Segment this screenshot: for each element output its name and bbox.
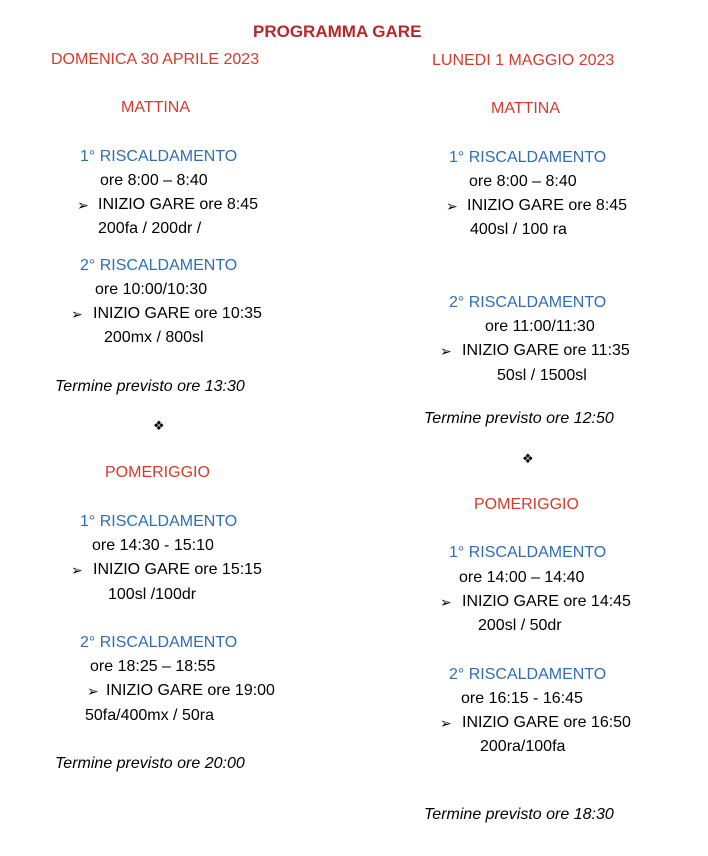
left-day-heading: DOMENICA 30 APRILE 2023 <box>51 51 260 68</box>
left-morning-warmup1-start: INIZIO GARE ore 8:45 <box>98 196 259 213</box>
arrow-bullet-icon: ➢ <box>440 594 452 610</box>
right-morning-heading: MATTINA <box>491 100 561 117</box>
left-morning-end: Termine previsto ore 13:30 <box>55 378 245 395</box>
left-morning-warmup1-time: ore 8:00 – 8:40 <box>100 172 208 189</box>
arrow-bullet-icon: ➢ <box>87 683 99 699</box>
arrow-bullet-icon: ➢ <box>440 343 452 359</box>
left-afternoon-end: Termine previsto ore 20:00 <box>55 755 245 772</box>
left-morning-warmup2-label: 2° RISCALDAMENTO <box>80 257 238 274</box>
right-morning-warmup1-events: 400sl / 100 ra <box>470 221 567 238</box>
right-morning-warmup1-start: INIZIO GARE ore 8:45 <box>467 197 628 214</box>
right-morning-warmup2-time: ore 11:00/11:30 <box>485 318 595 335</box>
left-morning-warmup1-events: 200fa / 200dr / <box>98 220 202 237</box>
left-afternoon-warmup1-events: 100sl /100dr <box>108 586 197 603</box>
right-morning-warmup1-label: 1° RISCALDAMENTO <box>449 149 607 166</box>
arrow-bullet-icon: ➢ <box>71 562 83 578</box>
left-afternoon-warmup2-start: INIZIO GARE ore 19:00 <box>106 682 275 699</box>
arrow-bullet-icon: ➢ <box>440 715 452 731</box>
left-morning-warmup1-label: 1° RISCALDAMENTO <box>80 148 238 165</box>
left-afternoon-warmup1-label: 1° RISCALDAMENTO <box>80 513 238 530</box>
right-afternoon-warmup2-events: 200ra/100fa <box>480 738 566 755</box>
right-afternoon-heading: POMERIGGIO <box>474 496 579 513</box>
page-title: PROGRAMMA GARE <box>253 22 422 41</box>
left-afternoon-warmup2-events: 50fa/400mx / 50ra <box>85 707 214 724</box>
left-afternoon-heading: POMERIGGIO <box>105 464 210 481</box>
left-morning-warmup2-start: INIZIO GARE ore 10:35 <box>93 305 262 322</box>
arrow-bullet-icon: ➢ <box>446 198 458 214</box>
left-morning-warmup2-events: 200mx / 800sl <box>104 329 204 346</box>
right-morning-end: Termine previsto ore 12:50 <box>424 410 614 427</box>
right-afternoon-warmup2-time: ore 16:15 - 16:45 <box>461 690 583 707</box>
arrow-bullet-icon: ➢ <box>71 306 83 322</box>
left-afternoon-warmup1-time: ore 14:30 - 15:10 <box>92 537 214 554</box>
right-morning-warmup2-events: 50sl / 1500sl <box>497 367 587 384</box>
left-morning-warmup2-time: ore 10:00/10:30 <box>95 281 208 298</box>
right-afternoon-warmup1-time: ore 14:00 – 14:40 <box>459 569 585 586</box>
left-morning-heading: MATTINA <box>121 99 191 116</box>
right-morning-warmup2-start: INIZIO GARE ore 11:35 <box>462 342 630 359</box>
left-afternoon-warmup2-time: ore 18:25 – 18:55 <box>90 658 216 675</box>
right-afternoon-warmup1-label: 1° RISCALDAMENTO <box>449 544 607 561</box>
left-afternoon-warmup2-label: 2° RISCALDAMENTO <box>80 634 238 651</box>
arrow-bullet-icon: ➢ <box>77 197 89 213</box>
left-afternoon-warmup1-start: INIZIO GARE ore 15:15 <box>93 561 262 578</box>
diamond-bullet-icon: ❖ <box>522 451 534 466</box>
right-afternoon-warmup2-start: INIZIO GARE ore 16:50 <box>462 714 631 731</box>
right-afternoon-warmup2-label: 2° RISCALDAMENTO <box>449 666 607 683</box>
diamond-bullet-icon: ❖ <box>153 418 165 433</box>
right-afternoon-warmup1-events: 200sl / 50dr <box>478 617 562 634</box>
right-day-heading: LUNEDI 1 MAGGIO 2023 <box>432 52 615 69</box>
right-morning-warmup2-label: 2° RISCALDAMENTO <box>449 294 607 311</box>
right-afternoon-warmup1-start: INIZIO GARE ore 14:45 <box>462 593 631 610</box>
right-afternoon-end: Termine previsto ore 18:30 <box>424 806 614 823</box>
right-morning-warmup1-time: ore 8:00 – 8:40 <box>469 173 577 190</box>
